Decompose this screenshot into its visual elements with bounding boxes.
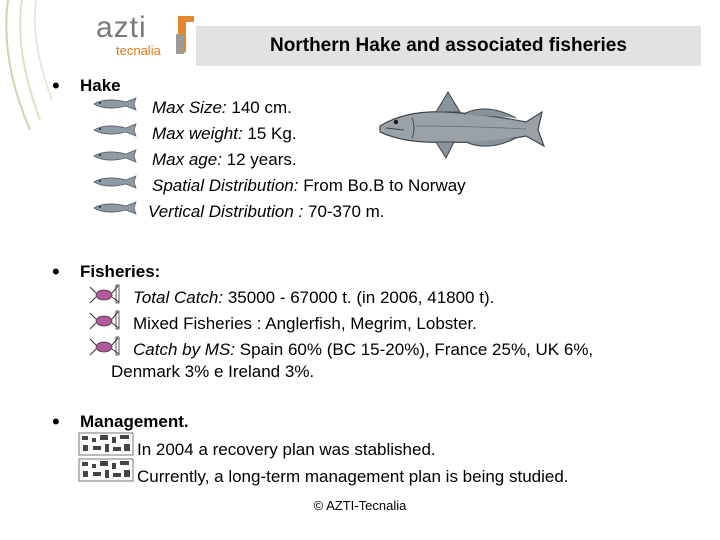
- crab-icon: [88, 309, 122, 331]
- bullet-dot-icon: •: [52, 409, 60, 434]
- fisheries-item: [133, 314, 477, 334]
- hake-item-value: From Bo.B to Norway: [298, 176, 466, 195]
- fish-icon: [92, 174, 138, 190]
- hake-heading: Hake: [80, 76, 121, 95]
- hake-item-value: 70-370 m.: [303, 202, 385, 221]
- management-item: In 2004 a recovery plan was stablished.: [137, 440, 436, 459]
- slide-title-text: Northern Hake and associated fisheries: [270, 35, 627, 56]
- fisheries-continuation: Denmark 3% e Ireland 3%.: [111, 362, 315, 381]
- management-heading: Management.: [80, 412, 189, 431]
- pattern-icon: [78, 458, 134, 482]
- fisheries-item-value: Spain 60% (BC 15-20%), France 25%, UK 6%,: [235, 340, 594, 359]
- hake-item-label: Spatial Distribution:: [152, 176, 299, 195]
- hake-item-label: Max Size:: [152, 98, 227, 117]
- fish-icon: [92, 122, 138, 138]
- fisheries-item-value: Mixed Fisheries : Anglerfish, Megrim, Lobster.: [133, 314, 477, 333]
- logo-mark-icon: [174, 14, 198, 56]
- fisheries-item-label: Catch by MS:: [133, 340, 236, 359]
- fisheries-item-value: 35000 - 67000 t. (in 2006, 41800 t).: [223, 288, 495, 307]
- slide-title: [196, 26, 701, 66]
- copyright-footer: © AZTI-Tecnalia: [313, 498, 407, 513]
- hake-item-label: Max age:: [152, 150, 222, 169]
- azti-logo: [96, 10, 206, 60]
- bullet-dot-icon: •: [52, 259, 60, 284]
- fisheries-heading: Fisheries:: [80, 262, 161, 281]
- hake-item: [152, 150, 297, 170]
- fisheries-item-label: Total Catch:: [133, 288, 224, 307]
- hake-fish-illustration: [376, 82, 546, 176]
- hake-item-label: Vertical Distribution :: [148, 202, 304, 221]
- hake-item: [152, 176, 466, 196]
- management-item: Currently, a long-term management plan is being studied.: [137, 467, 569, 486]
- hake-item-label: Max weight:: [152, 124, 243, 143]
- decorative-curves: [0, 0, 80, 140]
- fish-icon: [92, 96, 138, 112]
- hake-item-value: 12 years.: [221, 150, 297, 169]
- hake-item: [152, 98, 292, 118]
- fish-icon: [92, 148, 138, 164]
- bullet-dot-icon: •: [52, 73, 60, 98]
- fish-icon: [92, 200, 138, 216]
- logo-main-text: azti: [96, 11, 147, 44]
- hake-item-value: 15 Kg.: [242, 124, 297, 143]
- crab-icon: [88, 283, 122, 305]
- pattern-icon: [78, 432, 134, 456]
- fisheries-item: [133, 288, 494, 308]
- crab-icon: [88, 335, 122, 357]
- fisheries-item: [133, 340, 593, 360]
- hake-item-value: 140 cm.: [226, 98, 292, 117]
- hake-item: [152, 124, 297, 144]
- hake-item: [148, 202, 385, 222]
- logo-sub-text: tecnalia: [116, 43, 161, 58]
